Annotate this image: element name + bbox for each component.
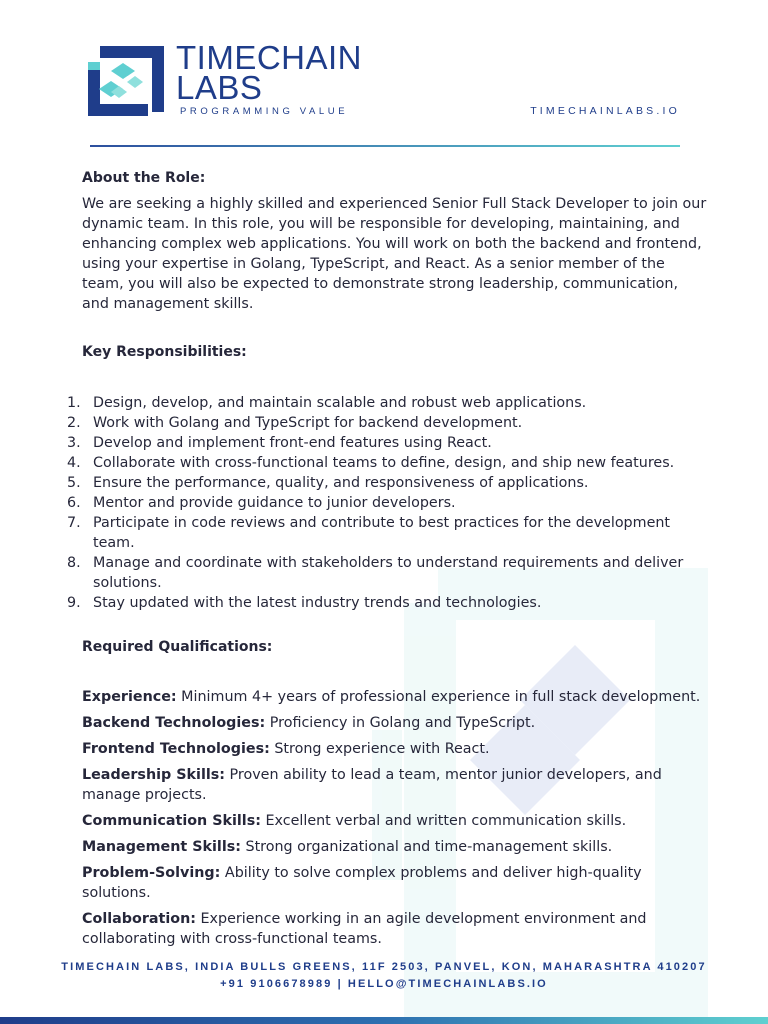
logo-line-2: LABS — [176, 69, 263, 106]
qualification-item — [82, 713, 708, 733]
qualification-label: Backend Technologies: — [82, 715, 266, 731]
qualification-label: Frontend Technologies: — [82, 741, 270, 757]
list-item — [68, 553, 708, 593]
header-divider — [90, 145, 680, 147]
item-text: Work with Golang and TypeScript for backend development. — [93, 415, 523, 431]
footer-address: TIMECHAIN LABS, INDIA BULLS GREENS, 11F 2503, PANVEL, KON, MAHARASHTRA 410207 — [61, 961, 707, 973]
item-text: Manage and coordinate with stakeholders to understand requirements and deliver solutions. — [93, 555, 684, 591]
qualification-text: Minimum 4+ years of professional experience in full stack development. — [176, 689, 701, 705]
list-item — [68, 473, 708, 493]
qualification-item — [82, 837, 708, 857]
qualification-item — [82, 687, 708, 707]
list-item — [68, 453, 708, 473]
qualification-label: Leadership Skills: — [82, 767, 225, 783]
website-link[interactable]: TIMECHAINLABS.IO — [530, 105, 680, 117]
qualification-item — [82, 811, 708, 831]
item-number: 1. — [67, 395, 81, 411]
item-number: 6. — [67, 495, 81, 511]
letterhead — [0, 0, 768, 160]
qualification-label: Collaboration: — [82, 911, 196, 927]
qualification-text: Strong experience with React. — [269, 741, 490, 757]
company-logo-text — [176, 39, 362, 106]
qualification-item — [82, 765, 708, 805]
item-number: 5. — [67, 475, 81, 491]
about-heading: About the Role: — [82, 170, 206, 186]
qualification-label: Management Skills: — [82, 839, 241, 855]
qualification-label: Experience: — [82, 689, 177, 705]
item-number: 7. — [67, 515, 81, 531]
qualification-text: Proven ability to lead a team, mentor junior developers, and manage projects. — [82, 767, 662, 803]
list-item — [68, 513, 708, 553]
list-item — [68, 493, 708, 513]
timechain-logo-icon — [88, 46, 164, 116]
company-tagline: PROGRAMMING VALUE — [180, 106, 349, 117]
item-number: 9. — [67, 595, 81, 611]
qualification-item — [82, 909, 708, 949]
qualifications-list — [82, 687, 708, 949]
list-item — [68, 433, 708, 453]
item-text: Design, develop, and maintain scalable and robust web applications. — [93, 395, 587, 411]
item-text: Participate in code reviews and contribute to best practices for the development team. — [93, 515, 671, 551]
list-item — [68, 593, 708, 613]
item-text: Stay updated with the latest industry trends and technologies. — [93, 595, 542, 611]
item-number: 4. — [67, 455, 81, 471]
responsibilities-heading: Key Responsibilities: — [82, 344, 247, 360]
qualification-label: Problem-Solving: — [82, 865, 221, 881]
qualifications-heading: Required Qualifications: — [82, 639, 273, 655]
item-text: Ensure the performance, quality, and responsiveness of applications. — [93, 475, 589, 491]
qualification-text: Proficiency in Golang and TypeScript. — [265, 715, 536, 731]
qualification-item — [82, 863, 708, 903]
logo-line-1: TIMECHAIN — [176, 39, 362, 76]
job-description — [67, 168, 708, 955]
footer-contact[interactable]: +91 9106678989 | HELLO@TIMECHAINLABS.IO — [220, 978, 548, 990]
qualification-text: Ability to solve complex problems and deliver high-quality solutions. — [82, 865, 642, 901]
qualification-item — [82, 739, 708, 759]
item-number: 2. — [67, 415, 81, 431]
qualification-text: Excellent verbal and written communication skills. — [260, 813, 627, 829]
about-paragraph: We are seeking a highly skilled and experienced Senior Full Stack Developer to join our dynamic team. In this role, you will be responsible for developing, maintaining, and enhancing complex web applications. You will work on both the backend and frontend, using your expertise in Golang, TypeScript, and React. As a senior member of the team, you will also be expected to demonstrate strong leadership, communication, and management skills. — [82, 196, 707, 312]
list-item — [68, 413, 708, 433]
responsibilities-list — [68, 393, 708, 613]
qualification-label: Communication Skills: — [82, 813, 261, 829]
list-item — [68, 393, 708, 413]
qualification-text: Experience working in an agile development environment and collaborating with cross-functional teams. — [82, 911, 647, 947]
item-number: 3. — [67, 435, 81, 451]
footer-gradient-bar — [0, 1017, 768, 1024]
item-text: Develop and implement front-end features using React. — [93, 435, 492, 451]
item-text: Collaborate with cross-functional teams to define, design, and ship new features. — [93, 455, 675, 471]
item-number: 8. — [67, 555, 81, 571]
qualification-text: Strong organizational and time-management skills. — [240, 839, 613, 855]
item-text: Mentor and provide guidance to junior developers. — [93, 495, 456, 511]
